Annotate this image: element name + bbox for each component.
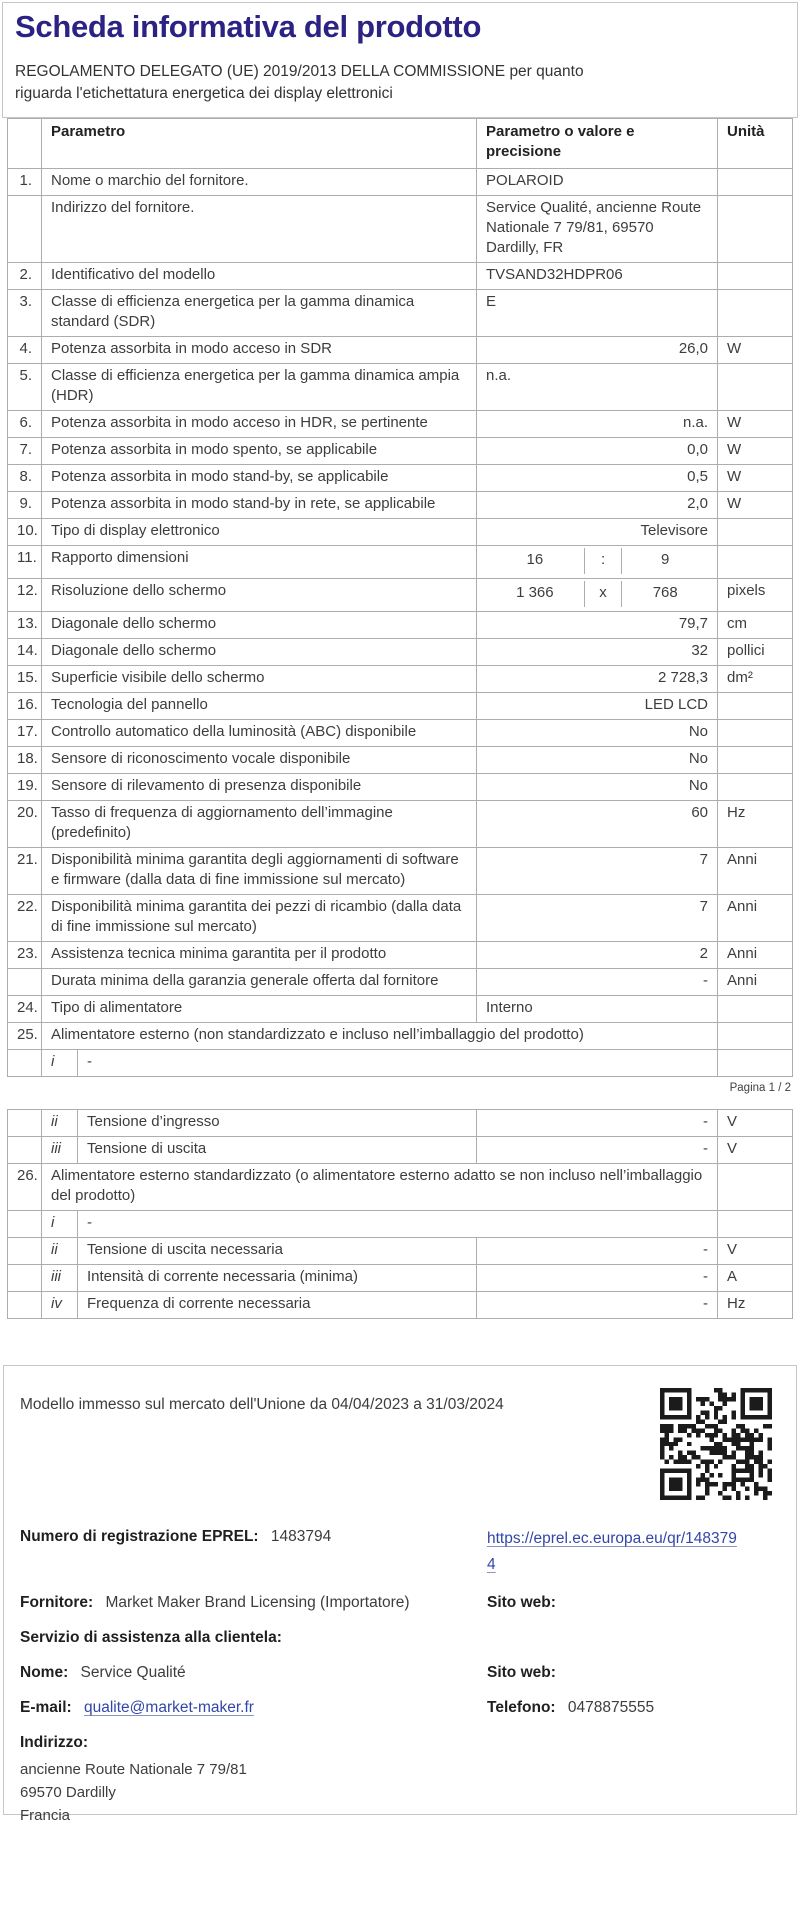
eprel-link[interactable]: https://eprel.ec.europa.eu/qr/1483794	[487, 1530, 737, 1573]
row-number: 23.	[8, 942, 42, 969]
eprel-row	[20, 1526, 778, 1578]
row-number: 4.	[8, 337, 42, 364]
unit-label: Hz	[718, 1292, 793, 1319]
market-period-text: Modello immesso sul mercato dell'Unione da 04/04/2023 a 31/03/2024	[20, 1396, 504, 1413]
row-number	[8, 1211, 42, 1238]
parameter-value: n.a.	[477, 364, 718, 411]
parameter-value: Televisore	[477, 519, 718, 546]
parameter-value	[477, 546, 718, 579]
value-part: 1 366	[516, 584, 554, 601]
table-row	[8, 1164, 793, 1211]
unit-label: Hz	[718, 801, 793, 848]
parameter-value: No	[477, 774, 718, 801]
nome-row	[20, 1662, 778, 1683]
row-number: 8.	[8, 465, 42, 492]
table-row	[8, 747, 793, 774]
email-label: E-mail:	[20, 1699, 72, 1716]
unit-label: pollici	[718, 639, 793, 666]
table-row	[8, 579, 793, 612]
telefono-label: Telefono:	[487, 1699, 556, 1716]
header-parametro: Parametro	[42, 119, 477, 169]
row-number: 14.	[8, 639, 42, 666]
parameter-value: 2 728,3	[477, 666, 718, 693]
unit-label	[718, 1211, 793, 1238]
row-number: 13.	[8, 612, 42, 639]
sito-web-label: Sito web:	[487, 1594, 556, 1611]
parameter-label: Potenza assorbita in modo stand-by, se applicabile	[42, 465, 477, 492]
unit-label: Anni	[718, 848, 793, 895]
unit-label	[718, 774, 793, 801]
parameter-value: POLAROID	[477, 169, 718, 196]
unit-label	[718, 693, 793, 720]
row-number: 25.	[8, 1023, 42, 1050]
unit-label	[718, 720, 793, 747]
unit-label	[718, 747, 793, 774]
parameter-value: -	[477, 1292, 718, 1319]
parameter-value: 79,7	[477, 612, 718, 639]
table-row	[8, 438, 793, 465]
value-part: 768	[621, 581, 708, 607]
table-row	[8, 546, 793, 579]
row-number: 12.	[8, 579, 42, 612]
sito-web2-label: Sito web:	[487, 1664, 556, 1681]
unit-label: dm²	[718, 666, 793, 693]
unit-label: W	[718, 492, 793, 519]
unit-label: Anni	[718, 895, 793, 942]
unit-label	[718, 1050, 793, 1077]
telefono-value: 0478875555	[567, 1699, 655, 1716]
row-number: 7.	[8, 438, 42, 465]
row-number: 16.	[8, 693, 42, 720]
parameter-label: Diagonale dello schermo	[42, 612, 477, 639]
table-row	[8, 666, 793, 693]
parameter-label: Tecnologia del pannello	[42, 693, 477, 720]
parameter-label: Tensione di uscita necessaria	[78, 1238, 477, 1265]
page-indicator: Pagina 1 / 2	[729, 1082, 791, 1094]
table-row	[8, 1238, 793, 1265]
table-row	[8, 1211, 793, 1238]
parameter-value: 26,0	[477, 337, 718, 364]
row-number	[8, 1238, 42, 1265]
table-row	[8, 801, 793, 848]
parameter-label: Durata minima della garanzia generale offerta dal fornitore	[42, 969, 477, 996]
sub-index: ii	[42, 1110, 78, 1137]
table-row	[8, 519, 793, 546]
eprel-number: 1483794	[270, 1528, 332, 1545]
table-row	[8, 720, 793, 747]
row-number: 19.	[8, 774, 42, 801]
value-part: x	[584, 581, 622, 607]
row-number	[8, 1265, 42, 1292]
table-row	[8, 1292, 793, 1319]
parameter-label: Superficie visibile dello schermo	[42, 666, 477, 693]
nome-label: Nome:	[20, 1664, 69, 1681]
sub-index: i	[42, 1050, 78, 1077]
table-row	[8, 1050, 793, 1077]
sub-index: iv	[42, 1292, 78, 1319]
parameter-label: Potenza assorbita in modo acceso in SDR	[42, 337, 477, 364]
row-number: 5.	[8, 364, 42, 411]
unit-label	[718, 169, 793, 196]
unit-label	[718, 996, 793, 1023]
table-row	[8, 169, 793, 196]
sub-index: iii	[42, 1137, 78, 1164]
table-row	[8, 337, 793, 364]
unit-label	[718, 290, 793, 337]
parameter-value: 32	[477, 639, 718, 666]
fornitore-label: Fornitore:	[20, 1594, 94, 1611]
parameter-label: Sensore di rilevamento di presenza disponibile	[42, 774, 477, 801]
parameter-value: -	[78, 1050, 718, 1077]
parameter-value: 2,0	[477, 492, 718, 519]
fornitore-row	[20, 1592, 778, 1613]
row-number	[8, 1110, 42, 1137]
parameter-label: Indirizzo del fornitore.	[42, 196, 477, 263]
parameter-value: Service Qualité, ancienne Route Nationale 7 79/81, 69570 Dardilly, FR	[477, 196, 718, 263]
row-number	[8, 1292, 42, 1319]
parameter-label: Identificativo del modello	[42, 263, 477, 290]
page-title: Scheda informativa del prodotto	[15, 9, 482, 44]
nome-value: Service Qualité	[80, 1664, 186, 1681]
table-header-row	[8, 119, 793, 169]
parameter-value: -	[477, 1137, 718, 1164]
unit-label: cm	[718, 612, 793, 639]
row-number: 1.	[8, 169, 42, 196]
unit-label: V	[718, 1110, 793, 1137]
parameter-label: Frequenza di corrente necessaria	[78, 1292, 477, 1319]
table-row	[8, 942, 793, 969]
email-row	[20, 1697, 778, 1718]
parameter-value: 7	[477, 848, 718, 895]
parameter-value: -	[477, 1238, 718, 1265]
parameter-label: Potenza assorbita in modo acceso in HDR, se pertinente	[42, 411, 477, 438]
header-number	[8, 119, 42, 169]
parameter-value: Interno	[477, 996, 718, 1023]
parameter-label: Tasso di frequenza di aggiornamento dell’immagine (predefinito)	[42, 801, 477, 848]
parameter-value: No	[477, 720, 718, 747]
address-line: Francia	[20, 1807, 71, 1824]
sub-index: iii	[42, 1265, 78, 1292]
parameter-value: 7	[477, 895, 718, 942]
table-row	[8, 364, 793, 411]
unit-label	[718, 1164, 793, 1211]
parameter-label: Classe di efficienza energetica per la gamma dinamica standard (SDR)	[42, 290, 477, 337]
unit-label: Anni	[718, 942, 793, 969]
parameter-label: Tensione di uscita	[78, 1137, 477, 1164]
parameter-value: 60	[477, 801, 718, 848]
unit-label: pixels	[718, 579, 793, 612]
parameter-label: Potenza assorbita in modo stand-by in rete, se applicabile	[42, 492, 477, 519]
unit-label: W	[718, 337, 793, 364]
parameter-label: Intensità di corrente necessaria (minima)	[78, 1265, 477, 1292]
header-valore: Parametro o valore e precisione	[477, 119, 718, 169]
row-number: 10.	[8, 519, 42, 546]
parameter-value: -	[78, 1211, 718, 1238]
parameter-label: Controllo automatico della luminosità (ABC) disponibile	[42, 720, 477, 747]
unit-label	[718, 364, 793, 411]
eprel-label: Numero di registrazione EPREL:	[20, 1528, 259, 1545]
parameter-value	[477, 579, 718, 612]
parameter-value: 0,5	[477, 465, 718, 492]
address-line: ancienne Route Nationale 7 79/81	[20, 1761, 247, 1778]
table-row	[8, 1265, 793, 1292]
parameter-label: Alimentatore esterno (non standardizzato e incluso nell’imballaggio del prodotto)	[42, 1023, 718, 1050]
row-number	[8, 1050, 42, 1077]
table-row	[8, 1137, 793, 1164]
parameter-label: Nome o marchio del fornitore.	[42, 169, 477, 196]
unit-label	[718, 196, 793, 263]
unit-label: W	[718, 438, 793, 465]
parameter-label: Tensione d’ingresso	[78, 1110, 477, 1137]
unit-label	[718, 1023, 793, 1050]
unit-label: V	[718, 1137, 793, 1164]
table-row	[8, 196, 793, 263]
address-line: 69570 Dardilly	[20, 1784, 116, 1801]
parameter-label: Risoluzione dello schermo	[42, 579, 477, 612]
unit-label: A	[718, 1265, 793, 1292]
row-number: 2.	[8, 263, 42, 290]
product-fiche-table-page1	[7, 118, 793, 1077]
row-number: 17.	[8, 720, 42, 747]
table-row	[8, 263, 793, 290]
header-unita: Unità	[718, 119, 793, 169]
table-row	[8, 465, 793, 492]
row-number: 20.	[8, 801, 42, 848]
row-number	[8, 1137, 42, 1164]
product-fiche-table-page2	[7, 1109, 793, 1319]
table-row	[8, 848, 793, 895]
fornitore-value: Market Maker Brand Licensing (Importatore)	[105, 1594, 410, 1611]
table-row	[8, 895, 793, 942]
qr-code	[660, 1388, 772, 1500]
parameter-value: -	[477, 1265, 718, 1292]
row-number: 3.	[8, 290, 42, 337]
row-number: 11.	[8, 546, 42, 579]
parameter-label: Tipo di display elettronico	[42, 519, 477, 546]
parameter-label: Diagonale dello schermo	[42, 639, 477, 666]
table-row	[8, 996, 793, 1023]
value-part: :	[584, 548, 622, 574]
table-row	[8, 492, 793, 519]
unit-label: W	[718, 411, 793, 438]
row-number: 26.	[8, 1164, 42, 1211]
sub-index: ii	[42, 1238, 78, 1265]
table-row	[8, 639, 793, 666]
row-number	[8, 969, 42, 996]
servizio-label: Servizio di assistenza alla clientela:	[20, 1629, 282, 1646]
unit-label	[718, 519, 793, 546]
parameter-value: TVSAND32HDPR06	[477, 263, 718, 290]
parameter-label: Disponibilità minima garantita dei pezzi di ricambio (dalla data di fine immissione sul mercato)	[42, 895, 477, 942]
parameter-label: Tipo di alimentatore	[42, 996, 477, 1023]
footer-box	[3, 1365, 797, 1824]
parameter-label: Sensore di riconoscimento vocale disponibile	[42, 747, 477, 774]
table-row	[8, 969, 793, 996]
table-row	[8, 411, 793, 438]
parameter-label: Classe di efficienza energetica per la gamma dinamica ampia (HDR)	[42, 364, 477, 411]
row-number: 6.	[8, 411, 42, 438]
unit-label	[718, 546, 793, 579]
parameter-value: -	[477, 969, 718, 996]
parameter-label: Rapporto dimensioni	[42, 546, 477, 579]
row-number	[8, 196, 42, 263]
sub-index: i	[42, 1211, 78, 1238]
unit-label: Anni	[718, 969, 793, 996]
row-number: 22.	[8, 895, 42, 942]
row-number: 15.	[8, 666, 42, 693]
parameter-value: No	[477, 747, 718, 774]
table-row	[8, 612, 793, 639]
value-part: 9	[621, 548, 708, 574]
row-number: 18.	[8, 747, 42, 774]
header-box	[2, 2, 798, 118]
unit-label: V	[718, 1238, 793, 1265]
parameter-value: -	[477, 1110, 718, 1137]
unit-label: W	[718, 465, 793, 492]
row-number: 21.	[8, 848, 42, 895]
table-row	[8, 1110, 793, 1137]
table-row	[8, 693, 793, 720]
row-number: 24.	[8, 996, 42, 1023]
table-row	[8, 1023, 793, 1050]
unit-label	[718, 263, 793, 290]
parameter-value: 2	[477, 942, 718, 969]
regulation-subtitle: REGOLAMENTO DELEGATO (UE) 2019/2013 DELLA COMMISSIONE per quanto riguarda l'etichettatura energetica dei display elettronici	[15, 63, 584, 102]
parameter-value: 0,0	[477, 438, 718, 465]
parameter-label: Potenza assorbita in modo spento, se applicabile	[42, 438, 477, 465]
parameter-value: E	[477, 290, 718, 337]
parameter-label: Assistenza tecnica minima garantita per il prodotto	[42, 942, 477, 969]
row-number: 9.	[8, 492, 42, 519]
email-link[interactable]: qualite@market-maker.fr	[84, 1699, 254, 1716]
value-part: 16	[526, 551, 544, 568]
parameter-value: LED LCD	[477, 693, 718, 720]
indirizzo-label: Indirizzo:	[20, 1734, 89, 1751]
parameter-label: Disponibilità minima garantita degli aggiornamenti di software e firmware (dalla data di fine immissione sul mercato)	[42, 848, 477, 895]
parameter-value: n.a.	[477, 411, 718, 438]
parameter-label: Alimentatore esterno standardizzato (o alimentatore esterno adatto se non incluso nell’imballaggio del prodotto)	[42, 1164, 718, 1211]
table-row	[8, 290, 793, 337]
table-row	[8, 774, 793, 801]
